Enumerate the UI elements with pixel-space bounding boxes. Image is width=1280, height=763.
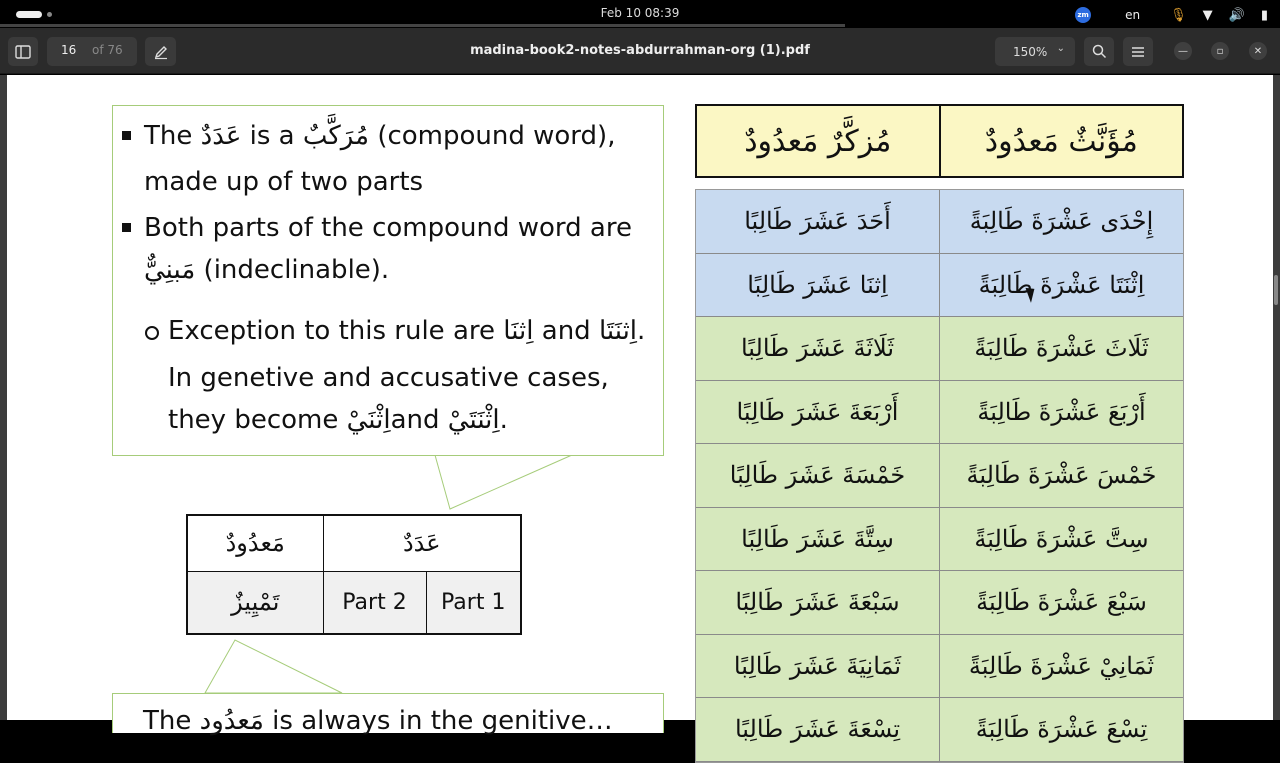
maximize-button[interactable] [1211, 42, 1229, 60]
masculine-cell: أَرْبَعَةَ عَشَرَ طَالِبًا [696, 381, 940, 444]
numbers-table-header [695, 104, 1184, 178]
number-structure-table [186, 514, 522, 635]
bottom-rule-text: The مَعدُود is always in the genitive… [143, 706, 613, 736]
structure-counted-header: مَعدُودٌ [187, 515, 323, 571]
rule-exception-line2: In genetive and accusative cases, [168, 363, 609, 393]
loading-progress-bar [0, 24, 845, 27]
rule-text: (indeclinable). [195, 255, 390, 285]
microphone-icon[interactable]: 🎙 [1170, 7, 1187, 23]
document-viewport[interactable] [0, 75, 1280, 744]
structure-tamyiz-cell: تَمْيِيزٌ [187, 571, 323, 634]
rule-exception [168, 309, 645, 353]
minimize-icon: — [1178, 45, 1188, 57]
masculine-cell: سَبْعَةَ عَشَرَ طَالِبًا [696, 571, 940, 634]
structure-number-header: عَدَدٌ [323, 515, 521, 571]
header-feminine-counted: مُؤَنَّثٌ مَعدُودٌ [984, 123, 1138, 159]
rule-indeclinable-line2 [144, 248, 389, 292]
arabic-term: اِثْنَيْ [346, 405, 391, 435]
table-row [696, 571, 1183, 635]
feminine-cell: إِحْدَى عَشْرَةَ طَالِبَةً [969, 207, 1154, 236]
search-button[interactable] [1084, 37, 1114, 66]
arabic-term: اِثنَا [503, 316, 534, 346]
rule-text: (compound word), [369, 121, 616, 151]
hamburger-icon [1131, 46, 1145, 58]
main-menu-button[interactable] [1123, 37, 1153, 66]
structure-part1-cell: Part 1 [426, 571, 521, 634]
feminine-cell: اِثْنَتَا عَشْرَةَ طَالِبَةً [978, 270, 1145, 299]
rule-text: The [144, 121, 201, 151]
feminine-cell: أَرْبَعَ عَشْرَةَ طَالِبَةً [977, 397, 1146, 426]
sub-bullet-marker [145, 326, 159, 340]
search-icon [1092, 44, 1107, 59]
rule-text: is a [241, 121, 303, 151]
close-icon: ✕ [1253, 45, 1263, 57]
bullet-marker [122, 131, 131, 140]
table-row [696, 508, 1183, 572]
rule-compound-word-line2: made up of two parts [144, 167, 424, 197]
system-clock[interactable]: Feb 10 08:39 [600, 6, 680, 20]
feminine-cell: ثَمَانِيْ عَشْرَةَ طَالِبَةً [968, 651, 1155, 680]
bullet-marker [122, 223, 131, 232]
arabic-term: عَدَدٌ [200, 121, 242, 151]
structure-part2-cell: Part 2 [323, 571, 426, 634]
arabic-term: مَبنِيٌّ [144, 255, 196, 285]
rule-text: Exception to this rule are [168, 316, 504, 346]
pdf-page [7, 75, 1273, 744]
masculine-cell: ثَمَانِيَةَ عَشَرَ طَالِبًا [696, 635, 940, 698]
rule-exception-line3 [168, 398, 508, 442]
masculine-cell: ثَلَاثَةَ عَشَرَ طَالِبًا [696, 317, 940, 380]
rules-callout-box [112, 105, 664, 456]
rule-text: and [533, 316, 599, 346]
feminine-cell: خَمْسَ عَشْرَةَ طَالِبَةً [966, 461, 1157, 490]
feminine-cell: سَبْعَ عَشْرَةَ طَالِبَةً [976, 588, 1147, 617]
arabic-term: اِثْنَتَيْ [447, 405, 500, 435]
feminine-cell: تِسْعَ عَشْرَةَ طَالِبَةً [975, 715, 1148, 744]
arabic-term: مُرَكَّبٌ [302, 121, 370, 151]
chevron-down-icon: ⌄ [1056, 43, 1065, 54]
system-tray [1075, 5, 1268, 25]
table-row [696, 635, 1183, 699]
masculine-cell: سِتَّةَ عَشَرَ طَالِبًا [696, 508, 940, 571]
table-row [696, 317, 1183, 381]
close-button[interactable] [1249, 42, 1267, 60]
maximize-icon: ▫ [1216, 45, 1224, 57]
page-total: of 76 [92, 43, 123, 57]
rule-text: they become [168, 405, 347, 435]
feminine-cell: سِتَّ عَشْرَةَ طَالِبَةً [974, 524, 1149, 553]
zoom-level: 150% [1013, 44, 1048, 59]
feminine-cell: ثَلَاثَ عَشْرَةَ طَالِبَةً [974, 334, 1149, 363]
document-title: madina-book2-notes-abdurrahman-org (1).pdf [470, 43, 810, 58]
table-row [696, 254, 1183, 318]
table-row [696, 698, 1183, 762]
rule-compound-word [144, 114, 615, 158]
zoom-app-icon[interactable]: zm [1075, 7, 1091, 23]
table-row [696, 381, 1183, 445]
document-viewer-header [0, 28, 1280, 74]
table-row [696, 190, 1183, 254]
bottom-callout-box [112, 693, 664, 736]
language-indicator[interactable]: en [1125, 8, 1141, 22]
scrollbar-thumb[interactable] [1274, 275, 1278, 305]
rule-text: and [390, 405, 448, 435]
battery-icon[interactable]: ▮ [1260, 7, 1268, 23]
current-page-number[interactable]: 16 [61, 43, 77, 57]
header-masculine-counted: مُزكَّرٌ مَعدُودٌ [697, 106, 941, 176]
rule-text: . [499, 405, 508, 435]
rule-indeclinable: Both parts of the compound word are [144, 213, 632, 243]
minimize-button[interactable] [1174, 42, 1192, 60]
masculine-cell: أَحَدَ عَشَرَ طَالِبًا [696, 190, 940, 253]
zoom-level-dropdown[interactable] [995, 37, 1075, 66]
numbers-table-body [695, 189, 1184, 763]
wifi-icon[interactable]: ▼ [1202, 7, 1213, 23]
arabic-term: اِثنَتَا [598, 316, 638, 346]
volume-icon[interactable]: 🔊 [1228, 7, 1245, 23]
rule-text: . [637, 316, 646, 346]
masculine-cell: اِثنَا عَشَرَ طَالِبًا [696, 254, 940, 317]
masculine-cell: خَمْسَةَ عَشَرَ طَالِبًا [696, 444, 940, 507]
system-top-bar [0, 0, 1280, 28]
masculine-cell: تِسْعَةَ عَشَرَ طَالِبًا [696, 698, 940, 761]
table-row [696, 444, 1183, 508]
